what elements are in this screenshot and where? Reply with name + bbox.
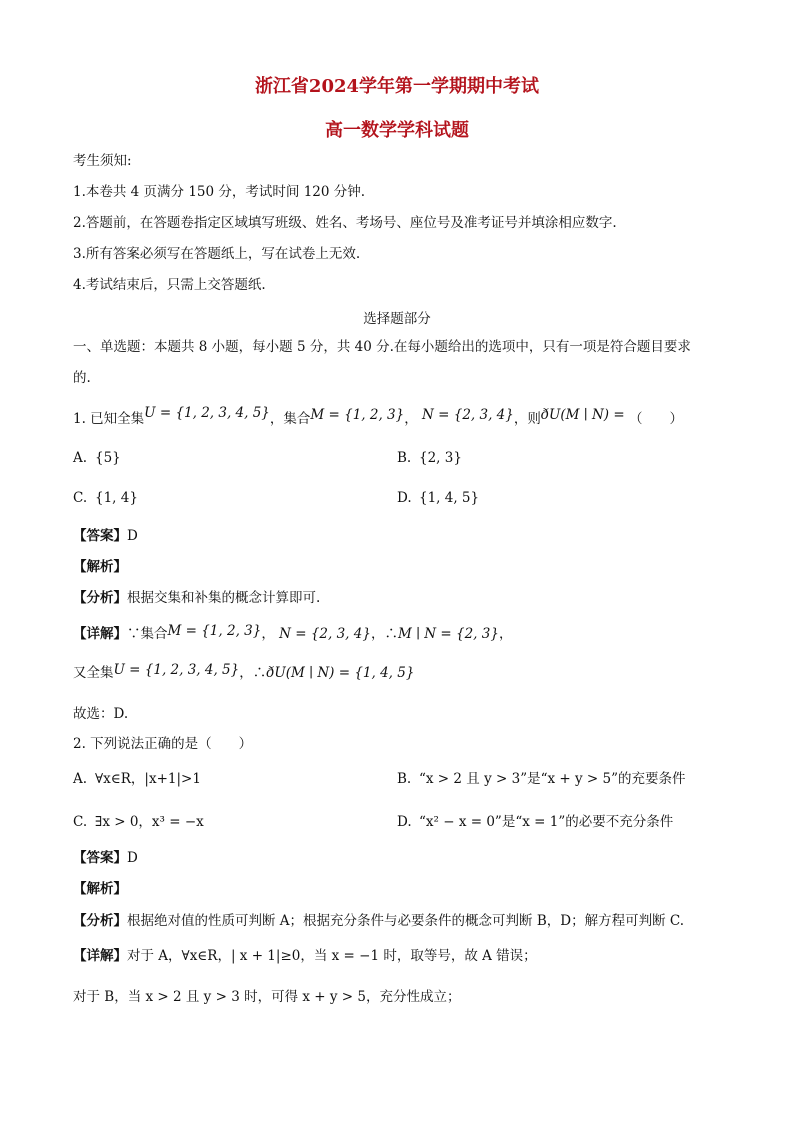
q2-option-c-label: C.	[73, 814, 88, 830]
q1-stem-text-b: ，集合	[269, 411, 311, 427]
q1-stem-text-c: ，	[404, 411, 418, 427]
q1-analysis	[73, 558, 127, 576]
q1-analysis-tag: 【解析】	[73, 559, 127, 575]
notice-item-2: 2.答题前，在答题卷指定区域填写班级、姓名、考场号、座位号及准考证号并填涂相应数字.	[73, 215, 617, 231]
section-heading: 选择题部分	[363, 311, 431, 327]
q2-option-a-label: A.	[73, 771, 88, 787]
q2-option-d	[397, 813, 673, 831]
q2-detail-tag: 【详解】	[73, 948, 127, 964]
q1-option-d	[397, 489, 479, 507]
q1-detail-line2	[73, 664, 414, 682]
notice-heading: 考生须知:	[73, 153, 132, 169]
q1-option-b-label: B.	[397, 450, 412, 466]
q1-fenxi-tag: 【分析】	[73, 590, 127, 606]
q2-option-b-label: B.	[397, 771, 412, 787]
notice-item-3: 3.所有答案必须写在答题纸上，写在试卷上无效.	[73, 246, 361, 262]
notice-item-4: 4.考试结束后，只需上交答题纸.	[73, 277, 266, 293]
q2-option-d-text: “x² − x = 0”是“x = 1”的必要不充分条件	[419, 814, 674, 830]
q2-option-a-text: ∀x∈R，|x+1|>1	[95, 771, 201, 787]
q1-option-a	[73, 449, 121, 467]
q1-detail1-m: M = {1, 2, 3}	[167, 623, 262, 639]
q1-option-b-text: {2, 3}	[419, 450, 462, 466]
q2-analysis	[73, 880, 127, 898]
q1-option-b	[397, 449, 462, 467]
q1-answer-tag: 【答案】	[73, 528, 127, 544]
q1-answer-value: D	[127, 528, 138, 544]
q1-detail1-expr: M ∣ N = {2, 3}	[397, 626, 499, 642]
q1-detail1-c: ，∴	[370, 626, 398, 642]
q2-analysis-tag: 【解析】	[73, 881, 127, 897]
q1-detail1-d: ，	[498, 626, 513, 642]
q1-expr: ðU(M ∣ N) =	[540, 407, 625, 423]
q2-detail-line2: 对于 B，当 x > 2 且 y > 3 时，可得 x + y > 5，充分性成立；	[73, 989, 461, 1005]
q1-option-d-text: {1, 4, 5}	[419, 490, 480, 506]
q1-detail2-expr: ðU(M ∣ N) = {1, 4, 5}	[266, 665, 415, 681]
section-intro-line2: 的.	[73, 370, 91, 386]
q1-detail1-a: ∵集合	[127, 626, 168, 642]
q2-option-d-label: D.	[397, 814, 412, 830]
q1-detail1-b: ，	[261, 626, 275, 642]
q1-set-n: N = {2, 3, 4}	[422, 407, 514, 423]
q1-detail2-u: U = {1, 2, 3, 4, 5}	[113, 662, 240, 678]
q1-set-u: U = {1, 2, 3, 4, 5}	[144, 405, 270, 421]
section-intro-line1: 一、单选题：本题共 8 小题，每小题 5 分，共 40 分.在每小题给出的选项中，只有一项是符合题目要求	[73, 339, 691, 355]
exam-subtitle: 高一数学学科试题	[325, 120, 469, 141]
q2-fenxi-tag: 【分析】	[73, 913, 127, 929]
q1-fenxi	[73, 589, 320, 607]
q2-answer-tag: 【答案】	[73, 850, 127, 866]
q1-stem	[73, 405, 683, 428]
q2-option-b-text: “x > 2 且 y > 3”是“x + y > 5”的充要条件	[419, 771, 686, 787]
q2-stem: 2. 下列说法正确的是（ ）	[73, 736, 253, 752]
q2-detail1-text: 对于 A，∀x∈R，| x + 1|≥0，当 x = −1 时，取等号，故 A 错误；	[127, 948, 537, 964]
q1-stem-text-a: 1. 已知全集	[73, 411, 145, 427]
q2-fenxi-text: 根据绝对值的性质可判断 A；根据充分条件与必要条件的概念可判断 B，D；解方程可判断 C.	[127, 913, 685, 929]
q1-stem-text-d: ，则	[513, 411, 541, 427]
q2-fenxi	[73, 912, 684, 930]
q1-detail-line1	[73, 625, 512, 643]
q2-answer-value: D	[127, 850, 138, 866]
q1-option-c	[73, 489, 138, 507]
q1-fenxi-text: 根据交集和补集的概念计算即可.	[127, 590, 321, 606]
q1-conclusion: 故选：D.	[73, 706, 129, 722]
q1-paren: （ ）	[628, 411, 683, 427]
q1-option-a-text: {5}	[95, 450, 121, 466]
q1-answer	[73, 527, 138, 545]
q2-option-a	[73, 770, 201, 788]
q2-option-c	[73, 813, 204, 831]
q2-option-c-text: ∃x > 0，x³ = −x	[95, 814, 204, 830]
q2-detail-line1	[73, 947, 537, 965]
q1-detail-tag: 【详解】	[73, 626, 127, 642]
q1-detail2-a: 又全集	[73, 665, 114, 681]
q2-option-b	[397, 770, 686, 788]
q1-option-c-label: C.	[73, 490, 88, 506]
q1-option-c-text: {1, 4}	[95, 490, 138, 506]
notice-item-1: 1.本卷共 4 页满分 150 分，考试时间 120 分钟.	[73, 184, 366, 200]
q1-option-a-label: A.	[73, 450, 88, 466]
exam-title: 浙江省2024学年第一学期期中考试	[254, 76, 540, 97]
q2-answer	[73, 849, 138, 867]
q1-detail1-n: N = {2, 3, 4}	[279, 626, 371, 642]
q1-detail2-b: ，∴	[239, 665, 267, 681]
q1-option-d-label: D.	[397, 490, 412, 506]
q1-set-m: M = {1, 2, 3}	[310, 407, 405, 423]
